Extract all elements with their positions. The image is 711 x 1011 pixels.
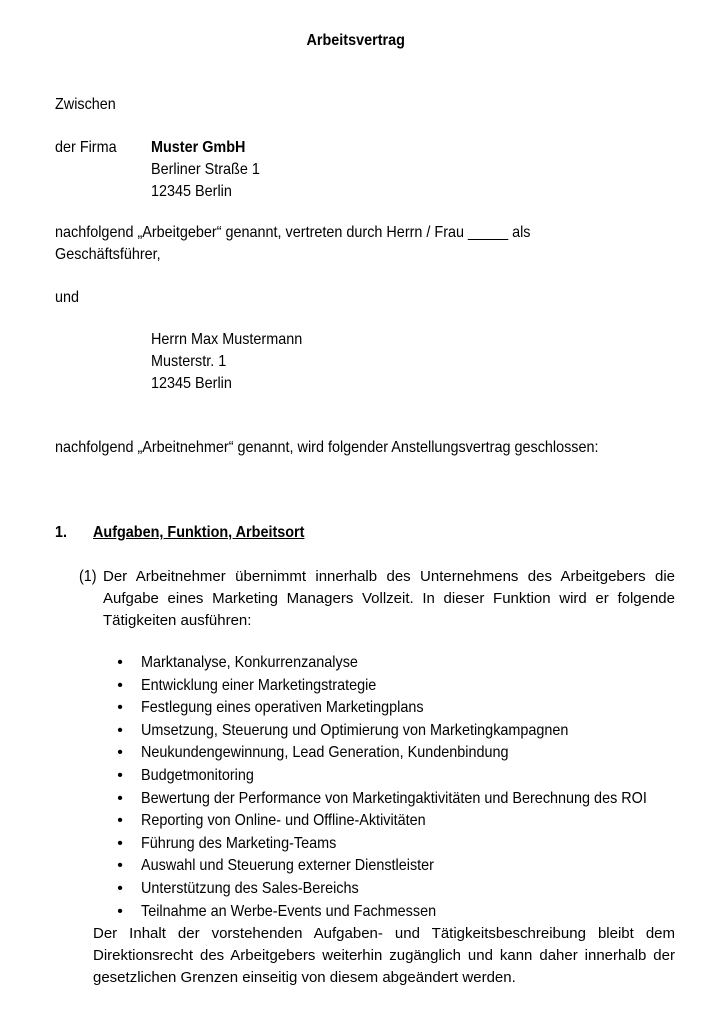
task-list xyxy=(0,652,711,923)
bullet-icon: • xyxy=(117,857,123,875)
employee-city: 12345 Berlin xyxy=(151,375,232,392)
employer-note: nachfolgend „Arbeitgeber“ genannt, vertreten durch Herrn / Frau _____ als Geschäftsführer, xyxy=(55,224,531,263)
employer-name: Muster GmbH xyxy=(151,139,246,156)
employee-street: Musterstr. 1 xyxy=(151,353,227,370)
list-item: • Festlegung eines operativen Marketingplans xyxy=(0,697,711,720)
document-title: Arbeitsvertrag xyxy=(306,32,405,49)
bullet-icon: • xyxy=(117,654,123,671)
list-item: • Teilnahme an Werbe-Events und Fachmessen xyxy=(0,901,711,924)
bullet-icon: • xyxy=(117,812,123,830)
paragraph-1-text: Der Arbeitnehmer übernimmt innerhalb des Unternehmens des Arbeitgebers die Aufgabe eines Marketing Managers Vollzeit. In dieser Funktion wird er folgende Tätigkeiten ausführen: xyxy=(103,568,675,629)
employee-address xyxy=(151,329,319,395)
list-item: • Auswahl und Steuerung externer Dienstleister xyxy=(0,855,711,878)
bullet-icon: • xyxy=(117,902,123,920)
list-item: • Entwicklung einer Marketingstrategie xyxy=(0,675,711,698)
bullet-icon: • xyxy=(117,744,123,762)
employer-address xyxy=(151,137,272,203)
between-label: Zwischen xyxy=(55,96,116,113)
bullet-icon: • xyxy=(117,721,123,739)
list-item: • Marktanalyse, Konkurrenzanalyse xyxy=(0,652,711,675)
section-1-number: 1. xyxy=(55,524,68,541)
company-label: der Firma xyxy=(55,139,117,156)
list-item: • Reporting von Online- und Offline-Aktivitäten xyxy=(0,810,711,833)
employer-city: 12345 Berlin xyxy=(151,183,232,200)
employer-street: Berliner Straße 1 xyxy=(151,161,260,178)
bullet-icon: • xyxy=(117,789,123,807)
list-item: • Budgetmonitoring xyxy=(0,765,711,788)
and-label: und xyxy=(55,289,80,306)
bullet-icon: • xyxy=(117,834,123,852)
list-item: • Unterstützung des Sales-Bereichs xyxy=(0,878,711,901)
list-item: • Führung des Marketing-Teams xyxy=(0,833,711,856)
paragraph-1-number: (1) xyxy=(79,568,97,585)
list-item: • Neukundengewinnung, Lead Generation, Kundenbindung xyxy=(0,742,711,765)
section-1-heading: Aufgaben, Funktion, Arbeitsort xyxy=(93,524,305,541)
bullet-icon: • xyxy=(117,676,123,694)
list-item: • Umsetzung, Steuerung und Optimierung von Marketingkampagnen xyxy=(0,720,711,743)
employee-note: nachfolgend „Arbeitnehmer“ genannt, wird folgender Anstellungsvertrag geschlossen: xyxy=(55,439,599,456)
list-item: • Bewertung der Performance von Marketingaktivitäten und Berechnung des ROI xyxy=(0,788,711,811)
bullet-icon: • xyxy=(117,766,123,784)
employee-name: Herrn Max Mustermann xyxy=(151,331,303,348)
closing-paragraph: Der Inhalt der vorstehenden Aufgaben- und Tätigkeitsbeschreibung bleibt dem Direktionsrecht des Arbeitgebers weiterhin zugänglich und kann daher innerhalb der gesetzlichen Grenzen einseitig von diesem abgeändert werden. xyxy=(93,925,675,986)
bullet-icon: • xyxy=(117,879,123,897)
bullet-icon: • xyxy=(117,699,123,717)
